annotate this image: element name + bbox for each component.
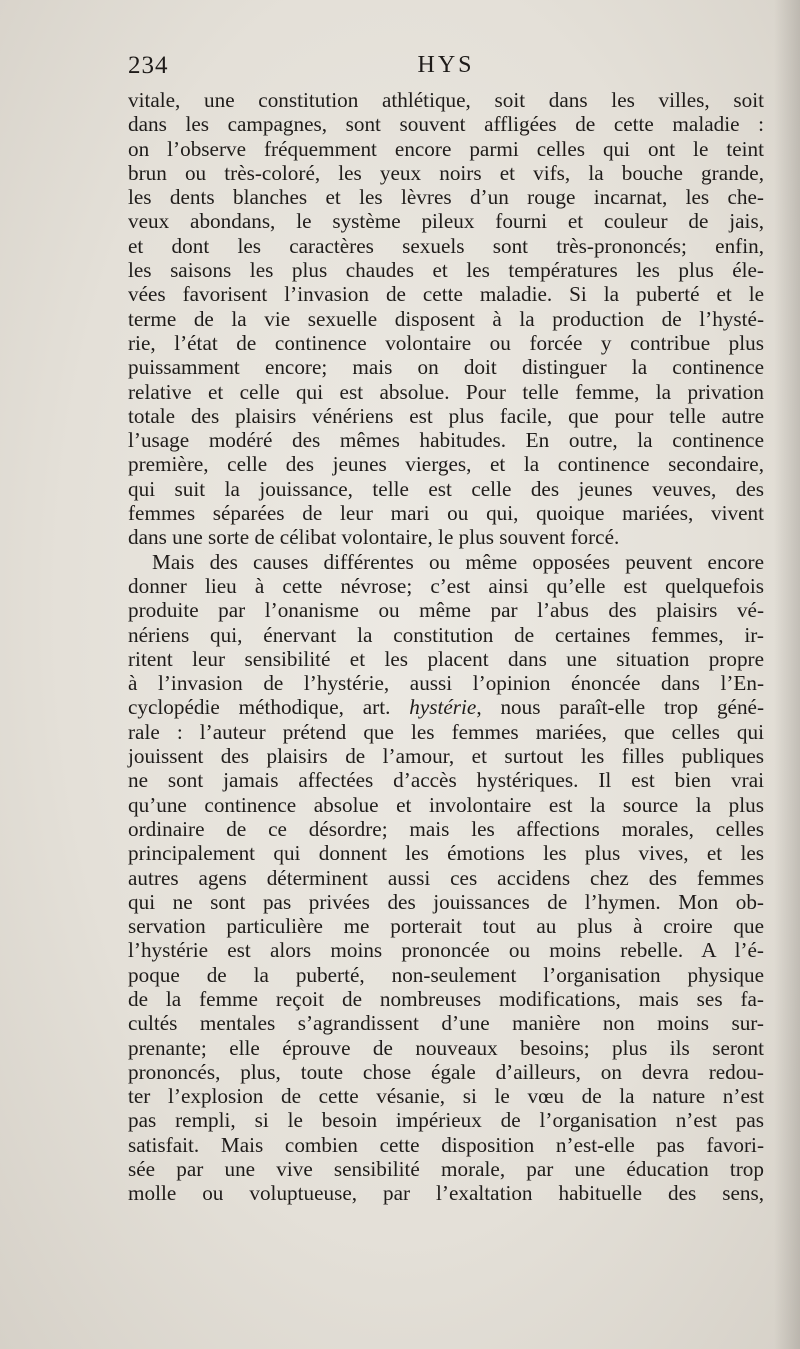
running-head (128, 52, 764, 88)
text-line: qui ne sont pas privées des jouissances de l’hymen. Mon ob- (128, 889, 764, 914)
text-segment: cyclopédie méthodique, art. (128, 695, 410, 720)
text-line: l’hystérie est alors moins prononcée ou moins rebelle. A l’é- (128, 938, 764, 963)
text-line: relative et celle qui est absolue. Pour telle femme, la privation (128, 379, 764, 404)
text-line: qui suit la jouissance, telle est celle des jeunes veuves, des (128, 476, 764, 501)
text-line: prononcés, plus, toute chose égale d’ailleurs, on devra redou- (128, 1059, 764, 1084)
text-line: qu’une continence absolue et involontaire est la source la plus (128, 792, 764, 817)
text-line: nériens qui, énervant la constitution de certaines femmes, ir- (128, 622, 764, 647)
text-line: terme de la vie sexuelle disposent à la production de l’hysté- (128, 306, 764, 331)
text-line: vées favorisent l’invasion de cette maladie. Si la puberté et le (128, 282, 764, 307)
italic-term: hystérie (409, 695, 477, 720)
text-line: l’usage modéré des mêmes habitudes. En outre, la continence (128, 428, 764, 453)
page-edge-shadow (774, 0, 800, 1349)
text-line: de la femme reçoit de nombreuses modifications, mais ses fa- (128, 986, 764, 1011)
text-line: ter l’explosion de cette vésanie, si le vœu de la nature n’est (128, 1084, 764, 1109)
text-line: principalement qui donnent les émotions les plus vives, et les (128, 841, 764, 866)
text-line: brun ou très-coloré, les yeux noirs et vifs, la bouche grande, (128, 160, 764, 185)
text-line: sée par une vive sensibilité morale, par une éducation trop (128, 1157, 764, 1182)
text-line: poque de la puberté, non-seulement l’organisation physique (128, 962, 764, 987)
text-line: les dents blanches et les lèvres d’un rouge incarnat, les che- (128, 185, 764, 210)
text-line-with-italic (128, 695, 764, 719)
text-line: première, celle des jeunes vierges, et la continence secondaire, (128, 452, 764, 477)
text-line: jouissent des plaisirs de l’amour, et surtout les filles publiques (128, 744, 764, 769)
text-line: Mais des causes différentes ou même opposées peuvent encore (152, 549, 764, 574)
body-text (128, 88, 764, 1206)
text-line: à l’invasion de l’hystérie, aussi l’opinion énoncée dans l’En- (128, 671, 764, 696)
paragraph-2 (128, 550, 764, 1206)
text-line: autres agens déterminent aussi ces accidens chez des femmes (128, 865, 764, 890)
text-line: femmes séparées de leur mari ou qui, quoique mariées, vivent (128, 501, 764, 526)
text-line: cultés mentales s’agrandissent d’une manière non moins sur- (128, 1011, 764, 1036)
text-line: rale : l’auteur prétend que les femmes mariées, que celles qui (128, 719, 764, 744)
text-line: dans une sorte de célibat volontaire, le plus souvent forcé. (128, 525, 620, 550)
text-line: pas rempli, si le besoin impérieux de l’organisation n’est pas (128, 1108, 764, 1133)
text-line: ordinaire de ce désordre; mais les affections morales, celles (128, 816, 764, 841)
text-line: satisfait. Mais combien cette disposition n’est-elle pas favori- (128, 1132, 764, 1157)
text-line: totale des plaisirs vénériens est plus facile, que pour telle autre (128, 403, 764, 428)
text-line: les saisons les plus chaudes et les températures les plus éle- (128, 258, 764, 283)
paragraph-1 (128, 88, 764, 550)
page-number: 234 (128, 52, 169, 79)
text-line: produite par l’onanisme ou même par l’abus des plaisirs vé- (128, 598, 764, 623)
text-line: rie, l’état de continence volontaire ou forcée y contribue plus (128, 330, 764, 355)
text-line: ne sont jamais affectées d’accès hystériques. Il est bien vrai (128, 768, 764, 793)
text-line: donner lieu à cette névrose; c’est ainsi qu’elle est quelquefois (128, 573, 764, 598)
running-title: HYS (417, 52, 475, 78)
text-line: dans les campagnes, sont souvent affligées de cette maladie : (128, 112, 764, 137)
text-line: ritent leur sensibilité et les placent dans une situation propre (128, 646, 764, 671)
text-line: veux abondans, le système pileux fourni et couleur de jais, (128, 209, 764, 234)
text-line: puissamment encore; mais on doit distinguer la continence (128, 355, 764, 380)
text-segment: , nous paraît-elle trop géné- (476, 695, 764, 720)
text-line: molle ou voluptueuse, par l’exaltation habituelle des sens, (128, 1181, 764, 1206)
text-line: prenante; elle éprouve de nouveaux besoins; plus ils seront (128, 1035, 764, 1060)
text-line: on l’observe fréquemment encore parmi celles qui ont le teint (128, 136, 764, 161)
text-line: et dont les caractères sexuels sont très-prononcés; enfin, (128, 233, 764, 258)
text-line: vitale, une constitution athlétique, soit dans les villes, soit (128, 88, 764, 112)
text-line: servation particulière me porterait tout au plus à croire que (128, 914, 764, 939)
